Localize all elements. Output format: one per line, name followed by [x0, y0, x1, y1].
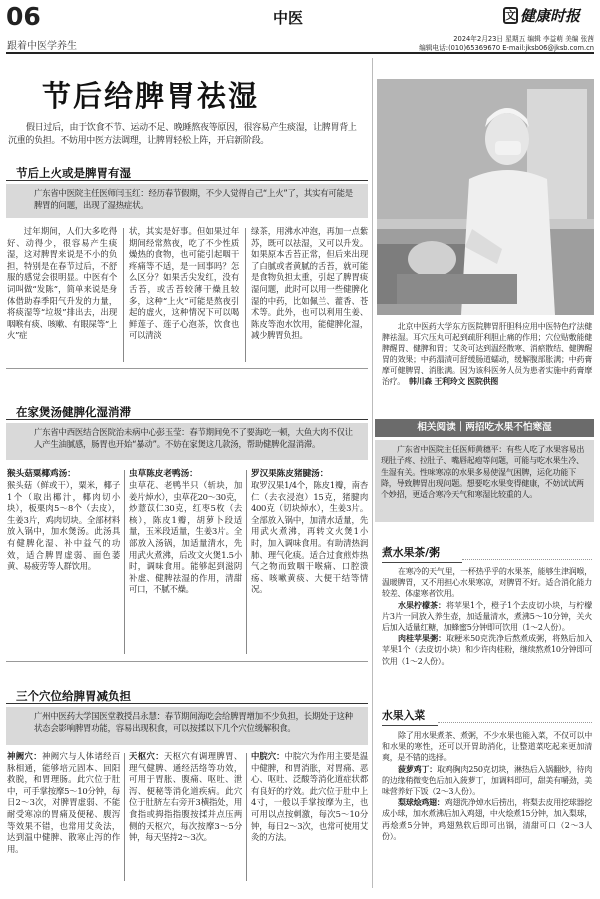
sidebar-sub1-body — [382, 566, 592, 678]
sub1-recipe-text: 将苹果1个，橙子1个去皮切小块，与柠檬片3片一同放入养生壶，加适量清水，煮沸5～10分钟，关火后加入适量红糖，加蜂蜜5分钟即可饮用（1～2人份）。 — [382, 600, 592, 633]
recipe-column — [129, 468, 242, 656]
divider — [246, 470, 247, 654]
section2-lead: 广东省中西医结合医院治未病中心彭玉莹：春节期间免不了要海吃一顿，大鱼大肉不仅让人产生油腻感，肠胃也开始“暴动”。不妨在家煲这几款汤，帮助健脾化湿消滞。 — [6, 423, 368, 460]
section1-col1: 过年期间，人们大多吃得好、动得少，很容易产生痰湿，这对脾胃来说是不小的负担，特别是在春节过后，不舒服的感觉会很明显。中医有个词叫做“发陈”，简单来说是身体借助春季阳气升发的力量，将痰湿等“垃圾”排出去，出现咽喉有痰、咳嗽、有眼屎等“上火”症 — [7, 226, 117, 341]
sub2-recipe-text: 鸡翅洗净焯水后捞出，将梨去皮用挖球器挖成小球，加水煮沸后加入鸡翅，中火烩煮15分钟，加入梨球，再烩煮5分钟，鸡翅熟软后即可出锅，清甜可口（2～3人份）。 — [382, 798, 592, 841]
dotted-rule — [438, 722, 592, 723]
section3-title: 三个穴位给脾胃减负担 — [16, 689, 131, 703]
page-number: 06 — [6, 2, 41, 31]
dotted-rule — [462, 559, 592, 560]
sub2-recipe — [382, 797, 592, 842]
sub1-recipe — [382, 633, 592, 667]
section1-title: 节后上火或是脾胃有湿 — [16, 166, 131, 180]
sub1-recipe-name: 水果柠檬茶： — [398, 600, 447, 610]
sub1-recipe-text: 取粳米50克洗净后熬煮成粥，将熟后加入苹果1个（去皮切小块）和少许肉桂粉，继续熬煮10分钟即可饮用（1～2人份）。 — [382, 634, 592, 666]
recipe-title: 猴头菇粟椰鸡汤： — [7, 469, 76, 479]
sub1-recipe-name: 肉桂苹果粥： — [398, 634, 447, 644]
section-separator — [6, 661, 368, 662]
section1-col2: 状，其实是好事。但如果过年期间经常熬夜，吃了不少性质燥热的食物，也可能引起咽干疼痛等不适，是一回事吗？怎么区分？如果舌尖发红，没有舌苔，或舌苔较薄干燥且较多，这种“上火”可能是熬夜引起的虚火，这种情况下可以喝鲜莲子、莲子心泡茶，饮食也可以清淡 — [129, 226, 239, 341]
divider — [123, 228, 124, 362]
news-photo — [377, 79, 594, 315]
sub1-intro: 在寒冷的天气里，一杯热乎乎的水果茶，能够生津润喉，温暖脾胃，又不用担心水果寒凉，对脾胃不好。适合消化能力较差、体虚寒者饮用。 — [382, 567, 592, 599]
contact-line: 编辑电话:(010)65369670 E-mail:jksb06@jksb.com.cn — [419, 44, 594, 52]
section-separator — [6, 368, 368, 369]
photo-credit: 韩川森 王利玲文 医院供图 — [408, 377, 498, 386]
recipe-text: 虫草花、老鸭半只（斩块，加姜片焯水），虫草花20～30克，炒薏苡仁30克，红枣5枚（去核），陈皮1瓣，胡萝卜段适量，玉米段适量，生姜3片。全部放入汤锅，加适量清水，先用武火煮沸，后改文火煲1.5小时，调味食用。能够起到滋阴补虚、健脾祛湿的作用，清甜可口，不腻不燥。 — [129, 480, 242, 595]
section3-lead: 广州中医药大学国医堂教授吕永慧：春节期间海吃会给脾胃增加不少负担，长期处于这种状态会影响脾胃功能，容易出现积食，可以按揉以下几个穴位缓解积食。 — [6, 707, 368, 745]
sub2-intro: 除了用水果煮茶、煮粥，不少水果也能入菜，不仅可以中和水果的寒性，还可以开胃助消化，让整道菜吃起来更加清爽，是不错的选择。 — [382, 731, 592, 763]
recipe-text: 取罗汉果1/4个，陈皮1瓣，南杏仁（去衣浸泡）15克，猪腱肉400克（切块焯水），生姜3片。全部放入锅中，加清水适量，先用武火煮沸，再转文火煲1小时，加入调味食用。有助清热润肺、理气化痰。适合过食煎炸热气之物而致咽干喉痛、口腔溃疡、咳嗽黄痰、大便干结等情况。 — [251, 480, 368, 595]
photo-illustration — [377, 79, 594, 315]
divider — [245, 228, 246, 362]
sidebar-lead: 广东省中医院主任医师黄穗平：有些人吃了水果容易出现肚子疼、拉肚子、嘴唇起疱等问题，可能与吃水果生冷、生湿有关。性味寒凉的水果多易使湿气困脾，运化功能下降，导致脾胃出现问题。想要吃水果变得健康，不妨试试两个妙招，更适合寒冷天气和寒湿比较重的人。 — [375, 440, 594, 522]
recipe-text: 猴头菇（鲜或干），粟米，椰子1个（取出椰汁，椰肉切小块），板栗肉5～8个（去皮），生姜3片，鸡肉切块。全部材料放入锅中，加水煲汤。此汤具有健脾化湿、补中益气的功效，适合脾胃虚弱、面色萎黄、易疲劳等人群饮用。 — [7, 480, 120, 572]
acupoint-text — [7, 751, 120, 884]
paper-logo — [503, 3, 595, 27]
headline: 节后给脾胃祛湿 — [42, 79, 260, 113]
recipe-title: 虫草陈皮老鸭汤： — [129, 469, 198, 479]
divider — [124, 753, 125, 881]
column-label: 跟着中医学养生 — [7, 41, 77, 52]
sub2-recipe-text: 取鸡胸肉250克切块，淋热后入锅翻炒，待肉的边缘稍微变色后加入菠萝丁，加调料即可，甜美有嚼劲，美味营养好下饭（2～3人份）。 — [382, 764, 592, 797]
section1-rule — [6, 180, 368, 181]
acupoint-text — [251, 751, 368, 884]
acupoint-text — [129, 751, 242, 884]
section1-lead: 广东省中医院主任医师闫玉红：经历春节假期，不少人觉得自己“上火”了，其实有可能是脾胃的问题，出现了湿热症状。 — [6, 184, 368, 218]
recipe-column — [7, 468, 120, 656]
section-name: 中医 — [273, 9, 304, 27]
section2-rule — [6, 419, 368, 420]
sidebar-banner: 相关阅读｜两招吃水果不怕寒湿 — [375, 419, 594, 437]
masthead-rule — [6, 52, 594, 54]
acupoint-column — [7, 751, 120, 884]
recipe-column — [251, 468, 368, 656]
paper-name: 健康时报 — [520, 6, 581, 25]
caption-text: 北京中医药大学东方医院脾胃肝胆科应用中医特色疗法健脾祛湿。耳穴压丸可起到疏肝利胆止痛的作用；穴位贴敷能健脾醒胃、健脾和胃；艾灸可达到温经散寒、消瘀散结、健脾醒胃的效果；中药溻渍可舒缓肠道蠕动，缓解腹部胀满；中药膏摩可健脾胃、消胀满。因为该科医务人员为患者实施中药膏摩治疗。 — [382, 322, 592, 386]
acupoint-column — [251, 751, 368, 884]
section2-title: 在家煲汤健脾化湿消滞 — [16, 405, 131, 419]
sub1-recipe — [382, 600, 592, 634]
acupoint-column — [129, 751, 242, 884]
intro-paragraph: 假日过后，由于饮食不节、运动不足、晚睡熬夜等原因，很容易产生痰湿，让脾胃背上沉重的负担。不妨用中医方法调理，让脾胃轻松上阵，开启新阶段。 — [8, 123, 357, 146]
photo-caption — [382, 321, 592, 399]
divider — [246, 753, 247, 881]
acupoint-body: 神阙穴与人体诸经百脉相通，能够培元固本、回阳救脱，和胃理肠。此穴位于肚中，可手掌按摩5～10分钟，每日2～3次，对脾胃虚弱、不能耐受寒凉的胃痛及便秘、腹泻等效果不错，也常用艾灸法，达到温中健脾、散寒止泻的作用。 — [7, 751, 120, 854]
date-line: 2024年2月23日 星期五 编辑 李益萌 美编 张茜 — [453, 35, 594, 43]
logo-mark-icon: 文 — [505, 8, 516, 22]
acupoint-title: 神阙穴： — [7, 751, 42, 761]
acupoint-title: 中脘穴： — [251, 751, 285, 761]
sidebar-sub2-title: 水果入菜 — [382, 708, 438, 726]
acupoint-body: 中脘穴为作用主要是温中健脾，和胃消胀，对胃痛、恶心、呕吐、泛酸等消化道症状都有良好的疗效。此穴位于肚中上4寸，一般以手掌按摩为主，也可用以点按刺激，每次5～10分钟，每日2～3次，也常可使用艾灸的方法。 — [251, 751, 368, 843]
sidebar-sub1-title: 煮水果茶/粥 — [382, 545, 462, 563]
acupoint-body: 天枢穴有调理脾胃、理气健脾、通经活络等功效，可用于胃胀、腹痛、呕吐、泄泻、便秘等消化道疾病。此穴位于肚脐左右旁开3横指处，用食指或拇指指腹按揉并点压两侧的天枢穴，每次按摩3～5分钟，每天坚持2～3次。 — [129, 751, 242, 843]
section3-rule — [6, 703, 368, 704]
sub2-recipe-name: 梨球烩鸡翅： — [398, 798, 445, 808]
recipe-title: 罗汉果陈皮猪腱汤： — [251, 469, 329, 479]
column-divider — [372, 58, 373, 888]
sub2-recipe — [382, 764, 592, 798]
section1-col3: 绿茶，用沸水冲泡，再加一点紫苏，既可以祛湿，又可以升发。如果原本舌苔正常，但后来出现了白腻或者黄腻的舌苔，就可能是食物负担太重，引起了脾胃痰湿问题，此时可以用一些健脾化湿的中药，比如佩兰、藿香、苍术等。此外，也可以利用生姜、陈皮等泡水饮用，能健脾化湿，减少脾胃负担。 — [251, 226, 368, 341]
sidebar-sub2-body — [382, 730, 592, 880]
acupoint-title: 天枢穴： — [129, 751, 164, 761]
sub2-recipe-name: 菠萝鸡丁： — [398, 764, 438, 774]
divider — [124, 470, 125, 654]
